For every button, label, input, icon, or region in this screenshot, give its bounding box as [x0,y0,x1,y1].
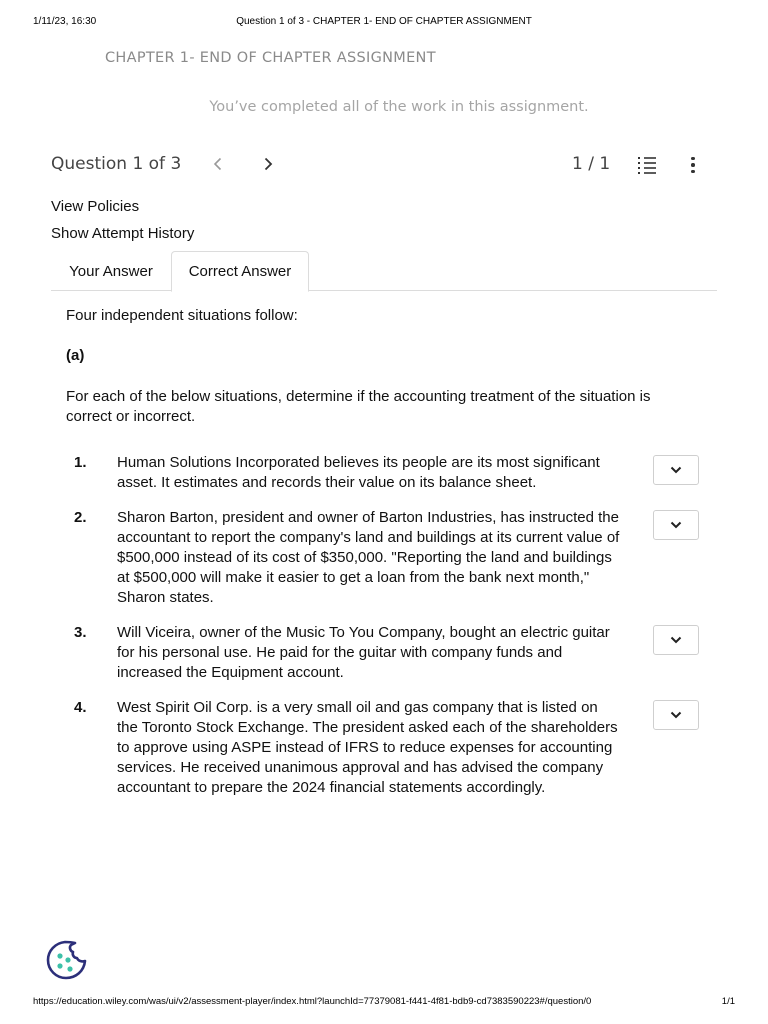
show-attempt-history-link[interactable]: Show Attempt History [51,225,195,242]
completion-status: You’ve completed all of the work in this assignment. [209,99,589,115]
item-number: 4. [74,699,87,716]
print-datetime: 1/11/23, 16:30 [33,16,97,27]
question-score: 1 / 1 [572,154,611,174]
question-intro: Four independent situations follow: [66,307,298,324]
print-footer [33,996,735,1010]
item-number: 2. [74,509,87,526]
previous-question-button[interactable] [207,152,229,176]
answer-tabs [51,251,717,291]
cookie-settings-button[interactable] [45,938,89,982]
question-instruction: For each of the below situations, determine if the accounting treatment of the situation is correct or incorrect. [66,388,651,425]
item-text: Human Solutions Incorporated believes its people are its most significant asset. It estimates and records their value on its balance sheet. [117,454,600,491]
answer-dropdown[interactable] [653,455,699,485]
print-header [33,16,735,30]
question-list-button[interactable] [636,154,658,176]
answer-dropdown[interactable] [653,625,699,655]
chevron-down-icon [670,636,682,644]
chevron-right-icon [263,157,273,171]
numbered-list-icon [636,154,658,176]
more-options-button[interactable] [685,153,701,177]
item-number: 3. [74,624,87,641]
chevron-down-icon [670,466,682,474]
item-text: West Spirit Oil Corp. is a very small oil and gas company that is listed on the Toronto Stock Exchange. The president asked each of the shareholders to approve using ASPE instead of IFRS to reduce expenses for accounting services. He received unanimous approval and has advised the company accountant to prepare the 2024 financial statements accordingly. [117,699,618,796]
tab-your-answer[interactable]: Your Answer [69,262,153,280]
question-part-label: (a) [66,347,85,364]
chevron-down-icon [670,711,682,719]
answer-dropdown[interactable] [653,700,699,730]
more-vertical-icon [691,157,695,161]
assignment-title: CHAPTER 1- END OF CHAPTER ASSIGNMENT [105,50,436,66]
question-counter: Question 1 of 3 [51,154,182,174]
page-url: https://education.wiley.com/was/ui/v2/assessment-player/index.html?launchId=77379081-f441-4f81-bdb9-cd7383590223#/question/0 [33,996,592,1007]
next-question-button[interactable] [257,152,279,176]
item-number: 1. [74,454,87,471]
item-text: Sharon Barton, president and owner of Barton Industries, has instructed the accountant to report the company's land and buildings at its current value of $500,000 instead of its cost of $350,000. "Reporting the land and buildings at $500,000 will make it easier to get a loan from the bank next month," Sharon states. [117,509,620,606]
chevron-left-icon [213,157,223,171]
print-title: Question 1 of 3 - CHAPTER 1- END OF CHAPTER ASSIGNMENT [236,16,532,27]
view-policies-link[interactable]: View Policies [51,198,140,215]
question-navigation-bar [51,150,717,180]
cookie-icon [45,938,89,982]
tab-correct-answer[interactable]: Correct Answer [171,251,309,292]
page-number: 1/1 [721,996,735,1007]
chevron-down-icon [670,521,682,529]
item-text: Will Viceira, owner of the Music To You Company, bought an electric guitar for his personal use. He paid for the guitar with company funds and increased the Equipment account. [117,624,610,681]
more-vertical-icon-dot [691,163,695,167]
answer-dropdown[interactable] [653,510,699,540]
more-vertical-icon-dot [691,170,695,174]
